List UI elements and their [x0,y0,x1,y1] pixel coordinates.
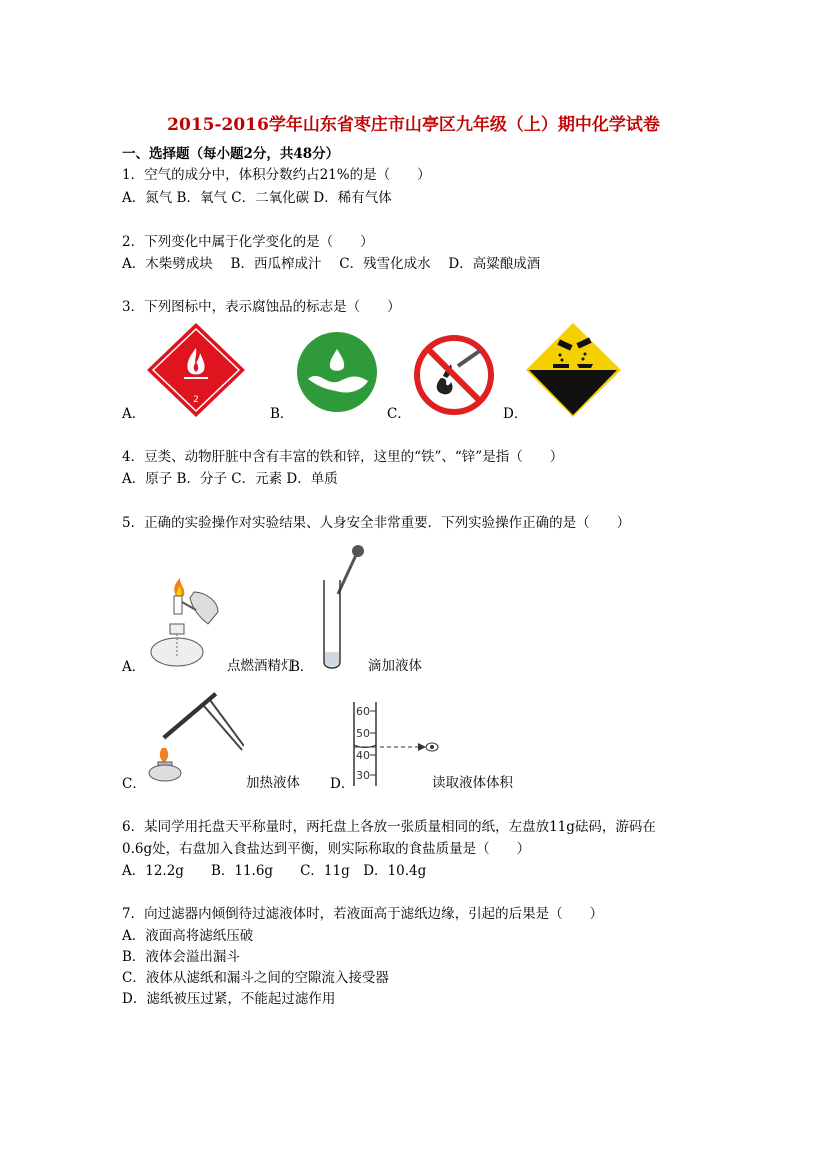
sign-class-number: 2 [193,395,199,405]
question-7-option-c: C．液体从滤纸和漏斗之间的空隙流入接受器 [122,970,389,986]
cylinder-tick-50: 50 [356,727,370,740]
question-2-options: A．木柴劈成块 B．西瓜榨成汁 C．残雪化成水 D．高粱酿成酒 [122,256,541,272]
question-4-stem: 4．豆类、动物肝脏中含有丰富的铁和锌，这里的“铁”、“锌”是指（ ） [122,449,564,465]
water-saving-sign-icon [296,331,378,413]
question-6-options: A．12.2g B．11.6g C．11g D．10.4g [122,863,427,879]
heating-liquid-icon [144,688,244,782]
graduated-cylinder-icon [352,700,444,788]
corrosive-sign-icon [525,322,622,418]
page-title: 2015-2016学年山东省枣庄市山亭区九年级（上）期中化学试卷 [167,115,660,135]
question-7-option-b: B．液体会溢出漏斗 [122,949,240,965]
question-3-label-c: C． [387,406,411,422]
question-7-stem: 7．向过滤器内倾倒待过滤液体时，若液面高于滤纸边缘，引起的后果是（ ） [122,906,604,922]
alcohol-lamp-lighting-icon [146,578,226,670]
question-1-stem: 1．空气的成分中，体积分数约占21%的是（ ） [122,167,431,183]
question-5-caption-b: 滴加液体 [368,658,422,674]
question-6-stem-line-1: 6．某同学用托盘天平称量时，两托盘上各放一张质量相同的纸，左盘放11g砝码，游码在 [122,819,656,835]
question-4-options: A．原子 B．分子 C．元素 D．单质 [122,471,338,487]
question-1-options: A．氮气 B．氧气 C．二氧化碳 D．稀有气体 [122,190,392,206]
question-3-stem: 3．下列图标中，表示腐蚀品的标志是（ ） [122,299,401,315]
question-3-label-a: A． [122,406,146,422]
question-2-stem: 2．下列变化中属于化学变化的是（ ） [122,234,374,250]
flammable-sign-icon [146,322,246,418]
question-3-label-b: B． [270,406,294,422]
question-6-stem-line-2: 0.6g处，右盘加入食盐达到平衡，则实际称取的食盐质量是（ ） [122,841,531,857]
question-5-stem: 5．正确的实验操作对实验结果、人身安全非常重要．下列实验操作正确的是（ ） [122,515,631,531]
question-7-option-a: A．液面高将滤纸压破 [122,928,254,944]
question-5-caption-d: 读取液体体积 [432,775,513,791]
question-5-label-b: B． [290,659,314,675]
cylinder-tick-60: 60 [356,705,370,718]
dropper-test-tube-icon [320,544,370,672]
question-5-label-a: A． [122,659,146,675]
question-3-label-d: D． [503,406,528,422]
question-7-option-d: D．滤纸被压过紧，不能起过滤作用 [122,991,336,1007]
question-5-label-d: D． [330,776,355,792]
cylinder-tick-40: 40 [356,749,370,762]
no-fire-sign-icon [413,334,495,416]
question-5-caption-c: 加热液体 [246,775,300,791]
question-5-label-c: C． [122,776,146,792]
question-5-caption-a: 点燃酒精灯 [227,658,295,674]
section-heading: 一、选择题（每小题2分，共48分） [122,146,340,162]
cylinder-tick-30: 30 [356,769,370,782]
